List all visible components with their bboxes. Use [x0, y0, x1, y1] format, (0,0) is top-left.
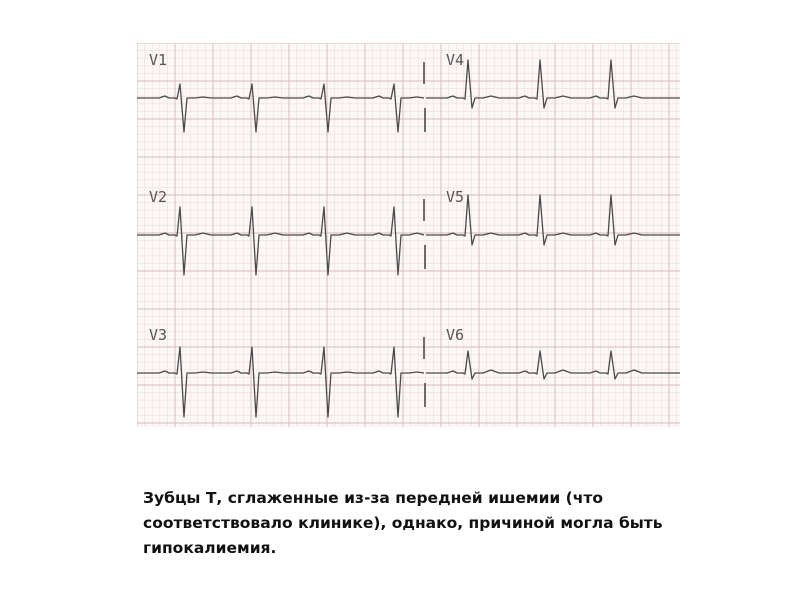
lead-label-v6: V6 — [446, 326, 465, 344]
lead-label-v2: V2 — [149, 188, 168, 206]
ecg-strip — [137, 43, 680, 427]
lead-label-v4: V4 — [446, 51, 465, 69]
lead-label-v5: V5 — [446, 188, 465, 206]
figure-caption: Зубцы Т, сглаженные из-за передней ишемии (что соответствовало клинике), однако, причиной могла быть гипокалиемия. — [143, 489, 663, 557]
lead-label-v3: V3 — [149, 326, 168, 344]
lead-label-v1: V1 — [149, 51, 168, 69]
